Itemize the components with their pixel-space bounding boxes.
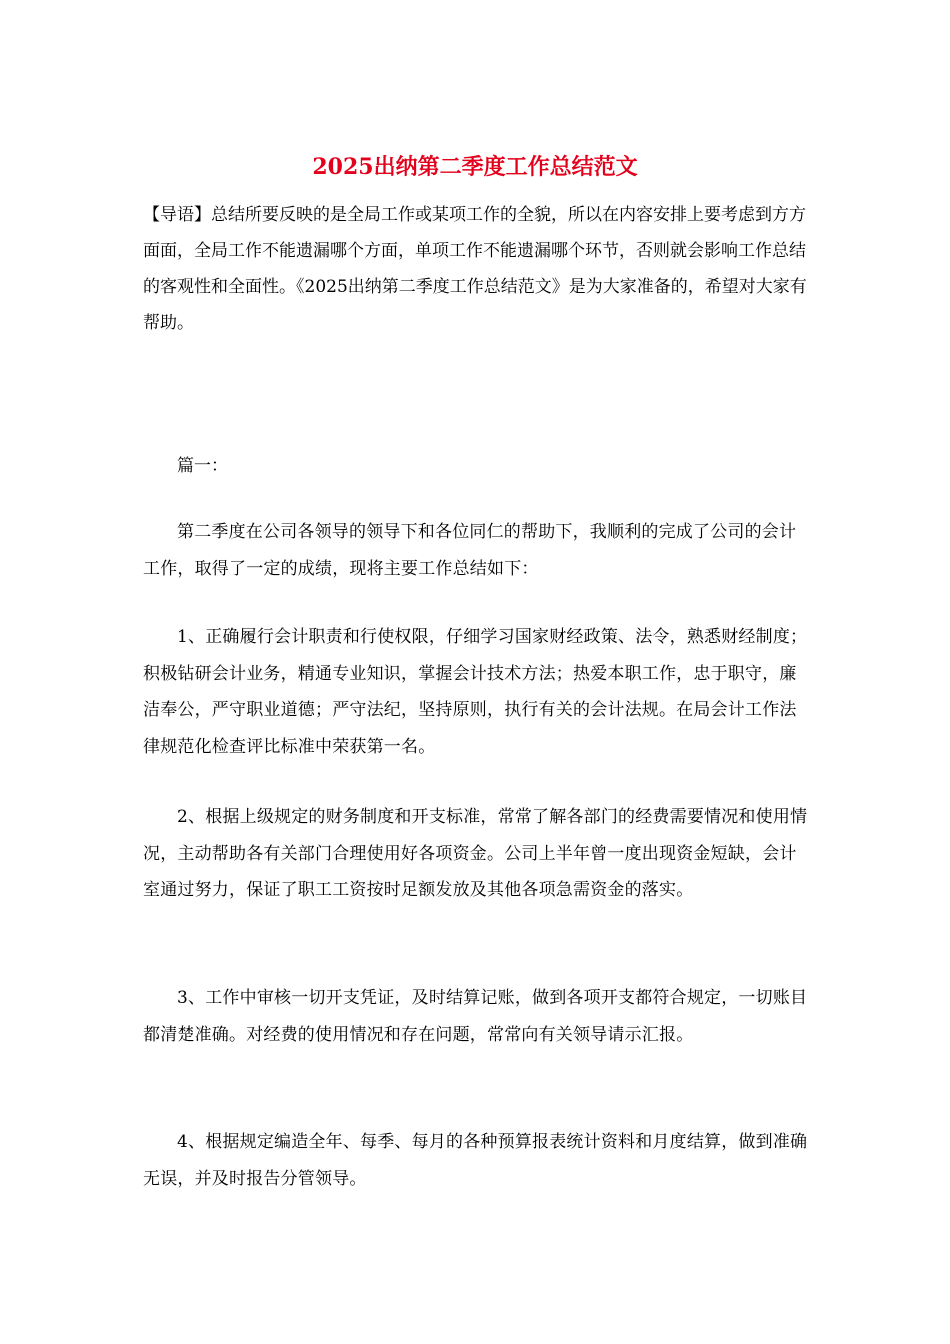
- document-title: 2025出纳第二季度工作总结范文: [312, 154, 638, 180]
- body-paragraph: 1、正确履行会计职责和行使权限，仔细学习国家财经政策、法令，熟悉财经制度；积极钻研会计业务，精通专业知识，掌握会计技术方法；热爱本职工作，忠于职守，廉洁奉公，严守职业道德；严守法纪，坚持原则，执行有关的会计法规。在局会计工作法律规范化检查评比标准中荣获第一名。: [143, 627, 808, 757]
- body-paragraph: 第二季度在公司各领导的领导下和各位同仁的帮助下，我顺利的完成了公司的会计工作，取得了一定的成绩，现将主要工作总结如下：: [143, 522, 797, 579]
- section-label: 篇一：: [177, 456, 228, 476]
- body-paragraph: 2、根据上级规定的财务制度和开支标准，常常了解各部门的经费需要情况和使用情况，主动帮助各有关部门合理使用好各项资金。公司上半年曾一度出现资金短缺，会计室通过努力，保证了职工工资按时足额发放及其他各项急需资金的落实。: [143, 807, 808, 900]
- intro-paragraph: 【导语】总结所要反映的是全局工作或某项工作的全貌，所以在内容安排上要考虑到方方面面，全局工作不能遗漏哪个方面，单项工作不能遗漏哪个环节，否则就会影响工作总结的客观性和全面性。《2025出纳第二季度工作总结范文》是为大家准备的，希望对大家有帮助。: [143, 205, 807, 333]
- body-paragraph: 3、工作中审核一切开支凭证，及时结算记账，做到各项开支都符合规定，一切账目都清楚准确。对经费的使用情况和存在问题，常常向有关领导请示汇报。: [143, 988, 808, 1045]
- body-paragraph: 4、根据规定编造全年、每季、每月的各种预算报表统计资料和月度结算，做到准确无误，并及时报告分管领导。: [143, 1132, 808, 1189]
